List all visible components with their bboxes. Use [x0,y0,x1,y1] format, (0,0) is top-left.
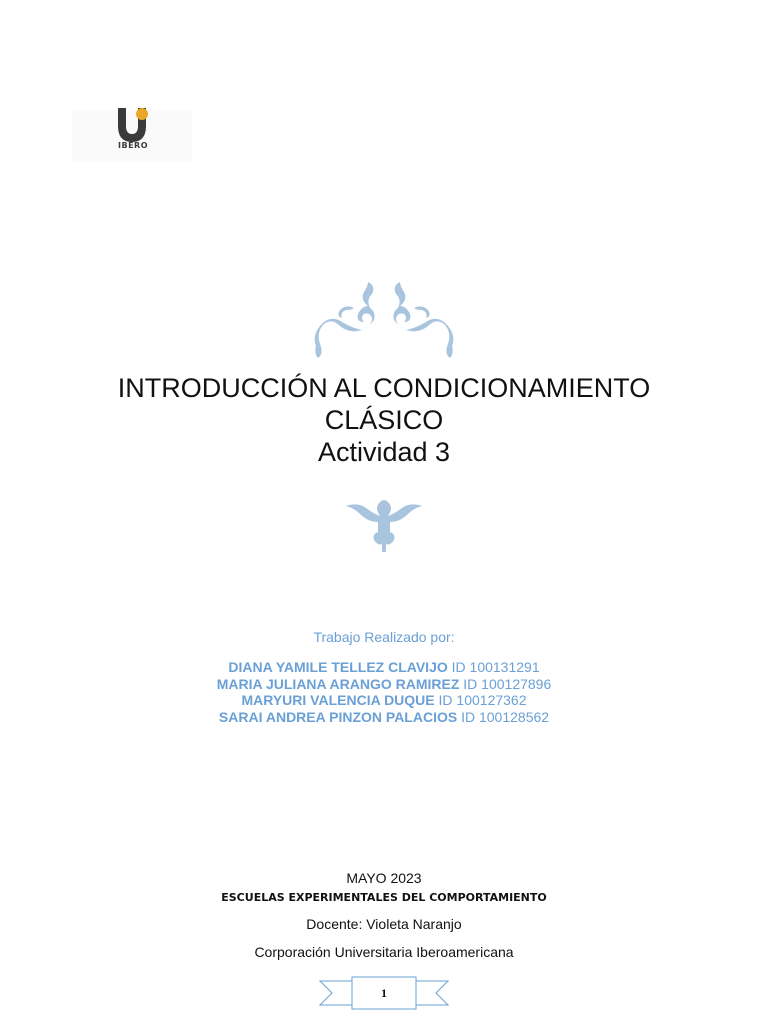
decorative-ornament-top [310,278,458,362]
author-id: ID 100131291 [451,659,540,675]
page-number: 1 [381,986,387,1000]
author-name: MARYURI VALENCIA DUQUE [241,692,435,708]
author-id: ID 100127362 [438,692,527,708]
author-item [0,659,768,676]
author-name: MARIA JULIANA ARANGO RAMIREZ [216,675,460,692]
document-title [0,372,768,468]
teacher-name: Docente: Violeta Naranjo [306,916,462,932]
floral-ornament-icon [310,278,458,362]
title-line-1: INTRODUCCIÓN AL CONDICIONAMIENTO [117,373,651,403]
author-item [0,676,768,693]
credit-label: Trabajo Realizado por: [313,629,455,645]
ibero-logo [72,104,192,168]
ibero-u-logo-icon [72,104,192,168]
school-name: ESCUELAS EXPERIMENTALES DEL COMPORTAMIENTO [221,891,547,904]
author-id: ID 100127896 [463,675,552,692]
fleur-ornament-icon [344,498,424,554]
author-id: ID 100128562 [461,708,550,725]
author-name: SARAI ANDREA PINZON PALACIOS [218,708,458,725]
title-line-2: CLÁSICO [324,405,444,435]
author-item [0,709,768,726]
institution-name: Corporación Universitaria Iberoamericana [254,944,514,960]
authors-section [0,629,768,725]
footer-section [0,869,768,960]
decorative-ornament-bottom [344,498,424,554]
author-item [0,692,768,709]
author-name: DIANA YAMILE TELLEZ CLAVIJO [228,659,448,675]
document-date: MAYO 2023 [346,870,422,886]
logo-text: IBERO [118,141,148,150]
document-subtitle: Actividad 3 [317,437,451,467]
